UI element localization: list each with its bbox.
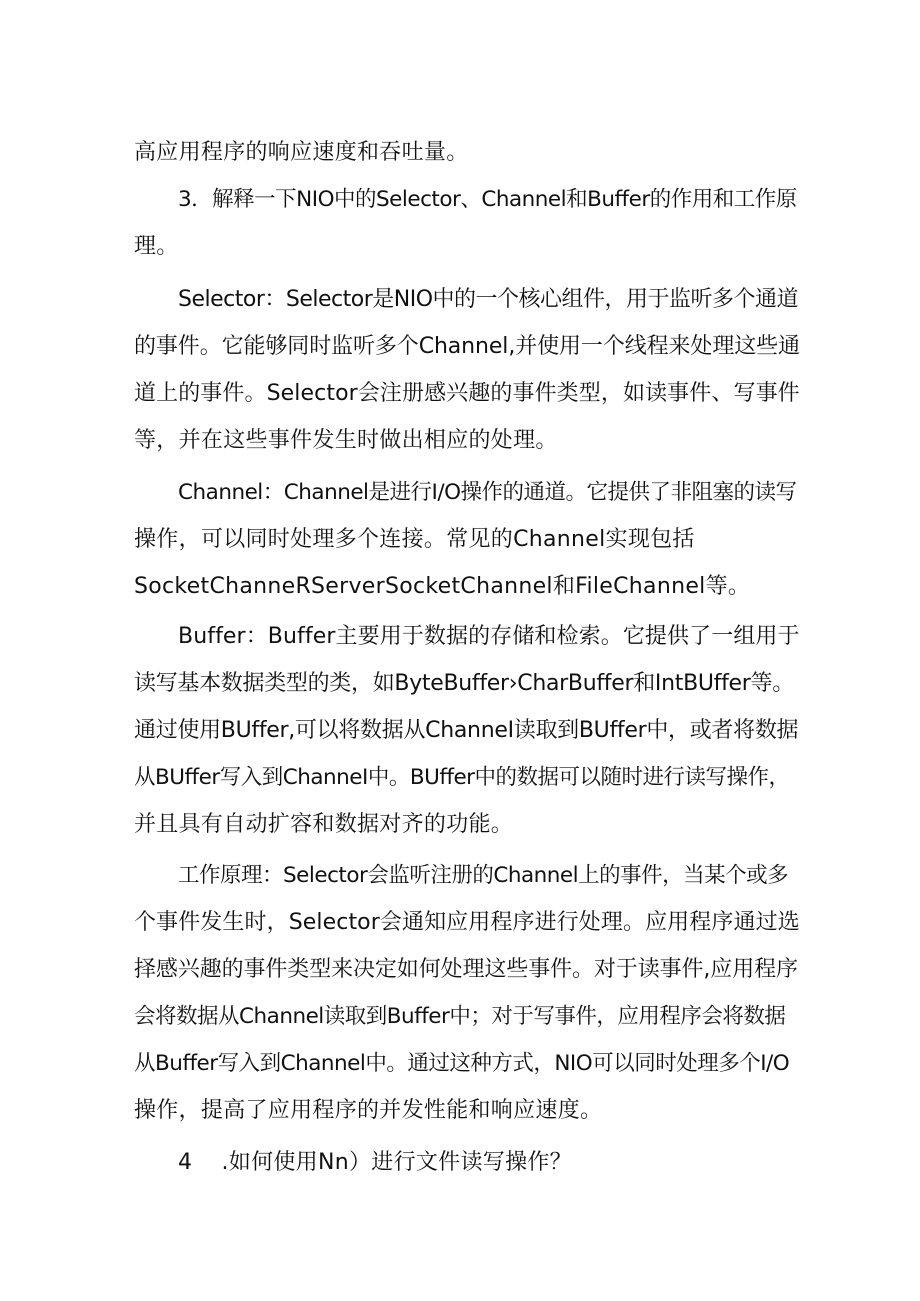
text-line: 理。	[134, 234, 179, 259]
text-line: 从BUffer写入到ChanneI中。BUffer中的数据可以随时进行读写操作，	[134, 765, 790, 790]
text-line: Selector：Selector是NIO中的一个核心组件，用于监听多个通道	[178, 287, 799, 312]
text-line: 读写基本数据类型的类，如ByteBuffer›CharBuffer和IntBUffer等。	[134, 671, 794, 696]
text-line: 并且具有自动扩容和数据对齐的功能。	[134, 812, 514, 837]
text-line: 会将数据从Channel读取到Buffer中；对于写事件，应用程序会将数据	[134, 1004, 786, 1029]
text-line: Channel：Channel是进行I/O操作的通道。它提供了非阻塞的读写	[178, 480, 797, 505]
text-line: 通过使用BUffer,可以将数据从ChanneI读取到BUffer中，或者将数据	[134, 718, 799, 743]
text-line: 工作原理：Selector会监听注册的Channel上的事件，当某个或多	[178, 863, 789, 888]
question-3-heading: 3．解释一下NIO中的Selector、Channel和Buffer的作用和工作原	[178, 187, 797, 212]
question-4-heading: 4 .如何使用Nn）进行文件读写操作？	[178, 1150, 572, 1175]
text-line: SocketChanneRServerSocketChannel和FileChannel等。	[134, 574, 751, 599]
text-line: 操作，可以同时处理多个连接。常见的Channel实现包括	[134, 527, 695, 552]
text-line: 高应用程序的响应速度和吞吐量。	[134, 140, 469, 165]
text-line: Buffer：Buffer主要用于数据的存储和检索。它提供了一组用于	[178, 624, 800, 649]
text-line: 从Buffer写入到Channel中。通过这种方式，NIO可以同时处理多个I/O	[134, 1051, 790, 1076]
text-line: 择感兴趣的事件类型来决定如何处理这些事件。对于读事件,应用程序	[134, 957, 798, 982]
text-line: 操作，提高了应用程序的并发性能和响应速度。	[134, 1098, 603, 1123]
text-line: 个事件发生时，Selector会通知应用程序进行处理。应用程序通过选	[134, 910, 800, 935]
text-line: 等，并在这些事件发生时做出相应的处理。	[134, 428, 558, 453]
text-line: 道上的事件。Selector会注册感兴趣的事件类型，如读事件、写事件	[134, 381, 800, 406]
text-line: 的事件。它能够同时监听多个Channel,并使用一个线程来处理这些通	[134, 334, 800, 359]
